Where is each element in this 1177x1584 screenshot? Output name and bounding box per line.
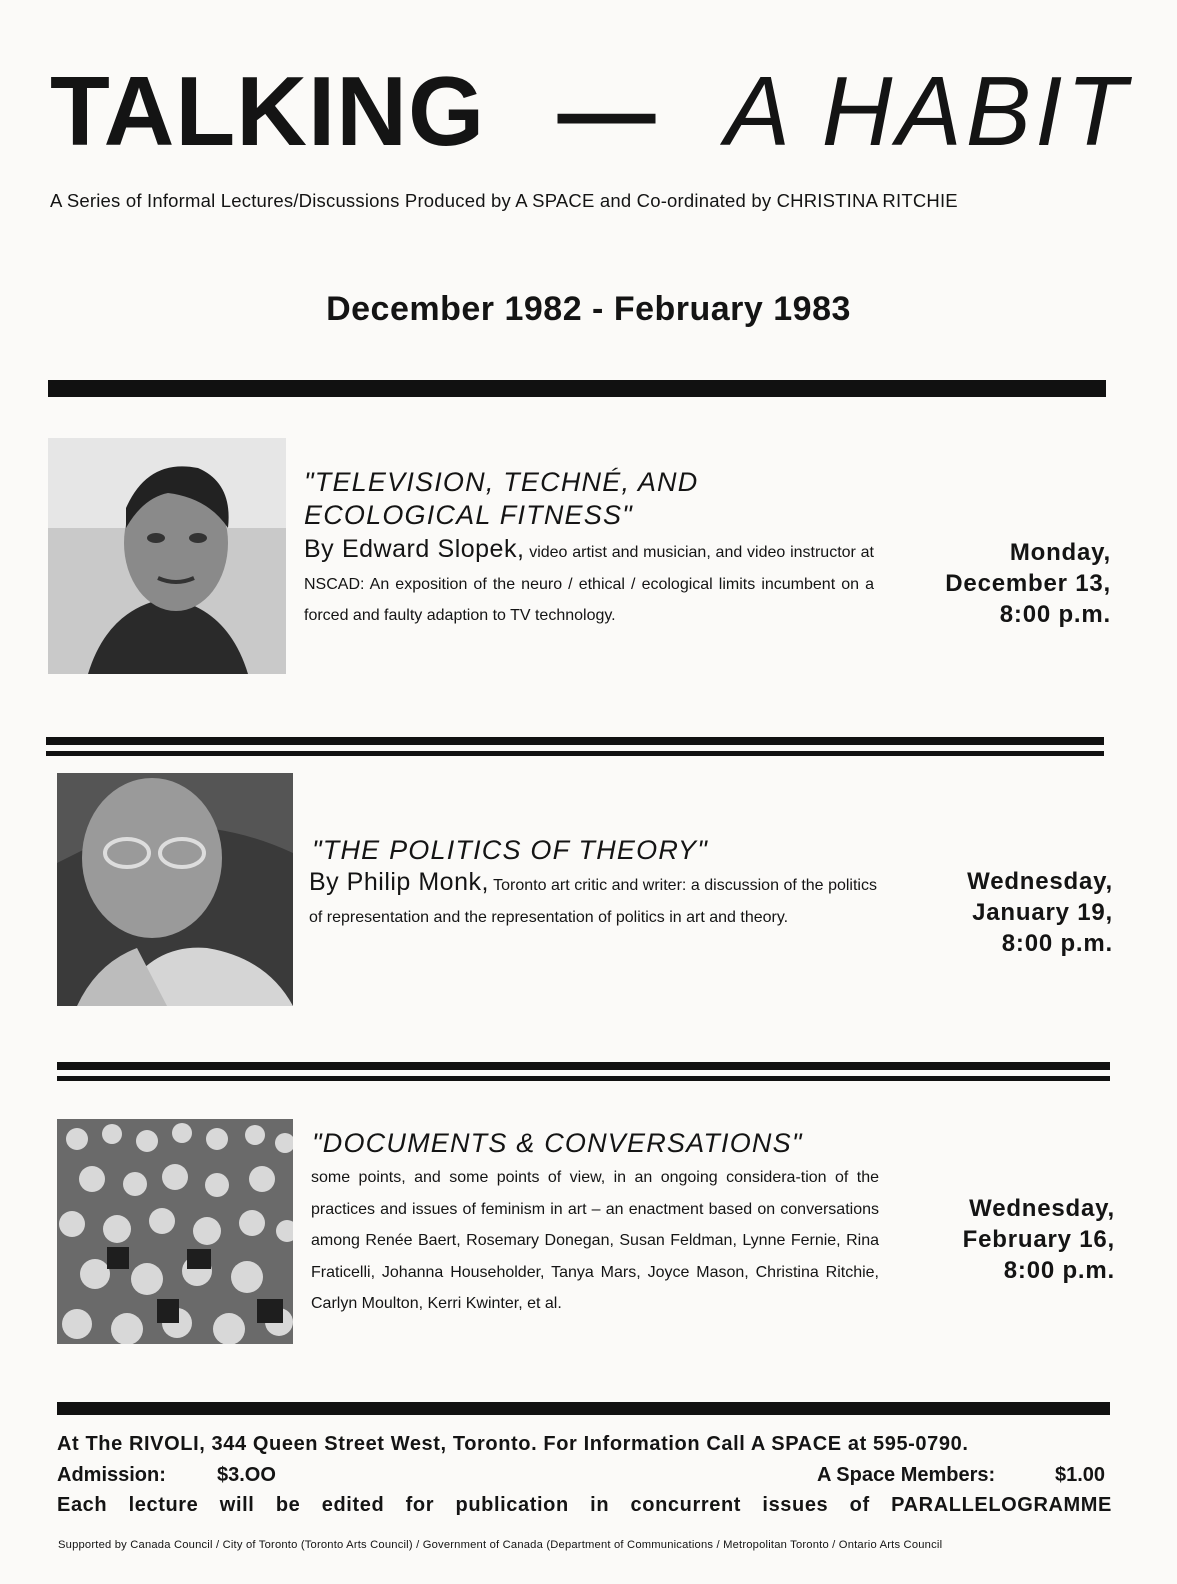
admission-price: $3.OO [217, 1464, 276, 1486]
title-talking: TALKING [50, 56, 486, 166]
lecture-1-text: video artist and musician, and video instructor at NSCAD: An exposition of the neuro / ethical / ecological limits incumbent on a forced and faulty adaption to TV technology. [304, 544, 874, 624]
lecture-2-day: Wednesday, [967, 868, 1113, 895]
series-date-range: December 1982 - February 1983 [326, 290, 851, 328]
poster-title [50, 56, 1131, 166]
lecture-3-description: some points, and some points of view, in an ongoing considera-tion of the practices and issues of feminism in art – an enactment based on conversations among Renée Baert, Rosemary Donegan, Susan Feldman, Lynne Fernie, Rina Fraticelli, Johanna Householder, Tanya Mars, Joyce Mason, Christina Ritchie, Carlyn Moulton, Kerri Kwinter, et al. [311, 1169, 879, 1312]
lecture-2-text: Toronto art critic and writer: a discussion of the politics of representation and the representation of politics in art and theory. [309, 877, 877, 926]
crowd-photo-icon [57, 1119, 293, 1344]
divider-rule-1b [46, 751, 1104, 756]
lecture-2-speaker: By Philip Monk, [309, 868, 489, 896]
photo-edward-slopek [48, 438, 286, 674]
admission-label: Admission: [57, 1464, 166, 1486]
lecture-2-when [880, 866, 1113, 959]
portrait-photo-icon [57, 773, 293, 1006]
lecture-1-date: December 13, [945, 570, 1111, 597]
lecture-2-date: January 19, [972, 899, 1113, 926]
lecture-1-description [304, 534, 874, 632]
lecture-3-date: February 16, [962, 1226, 1115, 1253]
title-a-habit: A HABIT [724, 56, 1131, 166]
poster-subtitle: A Series of Informal Lectures/Discussions Produced by A SPACE and Co-ordinated by CHRISTINA RITCHIE [50, 190, 958, 211]
photo-philip-monk [57, 773, 293, 1006]
lecture-3-when [880, 1193, 1115, 1286]
publication-line: Each lecture will be edited for publication in concurrent issues of PARALLELOGRAMME [57, 1494, 1112, 1516]
supported-by: Supported by Canada Council / City of Toronto (Toronto Arts Council) / Government of Canada (Department of Communications / Metropolitan Toronto / Ontario Arts Council [58, 1539, 943, 1551]
photo-crowd [57, 1119, 293, 1344]
lecture-1-day: Monday, [1009, 539, 1111, 566]
divider-rule-2b [57, 1076, 1110, 1081]
lecture-3-day: Wednesday, [969, 1195, 1115, 1222]
lecture-1-title [304, 466, 904, 532]
lecture-2-time: 8:00 p.m. [1001, 930, 1113, 957]
title-dash: — [557, 56, 657, 166]
lecture-1-speaker: By Edward Slopek, [304, 535, 525, 563]
lecture-3-title: "DOCUMENTS & CONVERSATIONS" [312, 1128, 803, 1158]
divider-rule-2a [57, 1062, 1110, 1070]
bottom-rule [57, 1402, 1110, 1415]
portrait-photo-icon [48, 438, 286, 674]
lecture-2-title: "THE POLITICS OF THEORY" [312, 835, 709, 865]
lecture-1-time: 8:00 p.m. [999, 601, 1111, 628]
venue-line: At The RIVOLI, 344 Queen Street West, Toronto. For Information Call A SPACE at 595-0790. [57, 1433, 969, 1455]
members-price: $1.00 [1055, 1464, 1106, 1486]
lecture-3-time: 8:00 p.m. [1003, 1257, 1115, 1284]
members-label: A Space Members: [817, 1464, 996, 1486]
admission-row [57, 1464, 1112, 1490]
lecture-1-title-line2: ECOLOGICAL FITNESS" [304, 500, 633, 530]
lecture-1-when [880, 537, 1111, 630]
lecture-1-title-line1: "TELEVISION, TECHNÉ, AND [304, 467, 699, 497]
top-rule [48, 380, 1106, 397]
lecture-2-description [309, 867, 877, 933]
divider-rule-1a [46, 737, 1104, 745]
